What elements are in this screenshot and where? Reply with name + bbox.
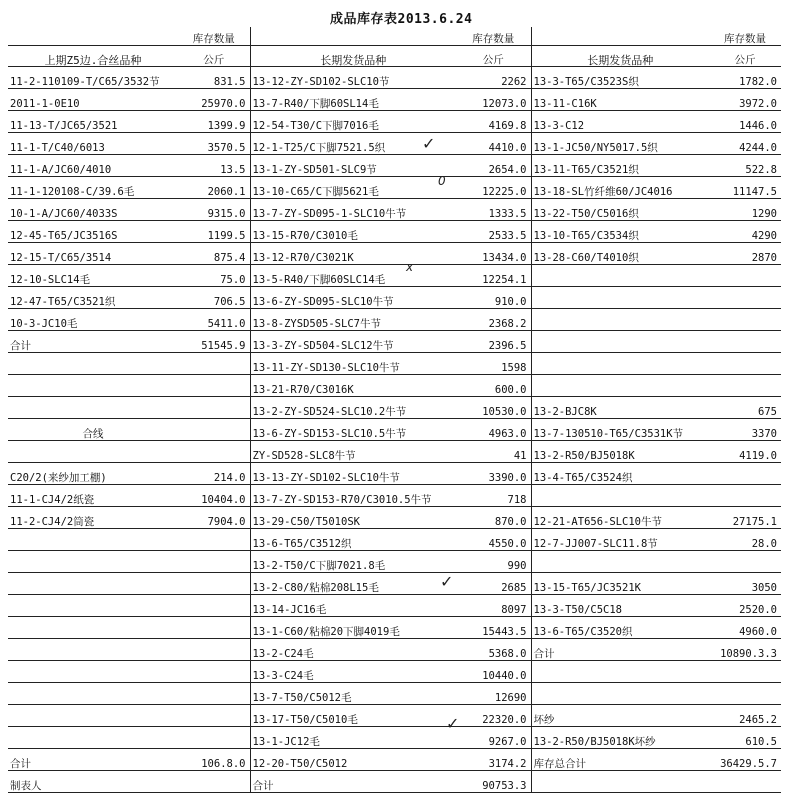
cell-item-col3: [531, 375, 709, 397]
cell-qty-col2: 13434.0: [456, 243, 531, 265]
cell-item-col2: 13-7-R40/下脚60SL14毛: [250, 89, 456, 111]
cell-item-col1: [8, 353, 178, 375]
cell-qty-col1: 2060.1: [178, 177, 250, 199]
cell-item-col1: 11-2-CJ4/2筒瓷: [8, 507, 178, 529]
handwritten-zero-mark: 0: [438, 174, 446, 188]
cell-item-col3: 13-18-SL竹纤维60/JC4016: [531, 177, 709, 199]
cell-item-col3: [531, 551, 709, 573]
cell-qty-col2: 4550.0: [456, 529, 531, 551]
cell-qty-col2: 15443.5: [456, 617, 531, 639]
cell-item-col3: [531, 353, 709, 375]
table-row: [8, 199, 781, 221]
cell-item-col3: 13-22-T50/C5016织: [531, 199, 709, 221]
cell-item-col1: 11-13-T/JC65/3521: [8, 111, 178, 133]
cell-item-col1: 10-3-JC10毛: [8, 309, 178, 331]
cell-qty-col1: 706.5: [178, 287, 250, 309]
cell-qty-col3: [709, 375, 781, 397]
table-row: [8, 265, 781, 287]
table-row: [8, 309, 781, 331]
cell-qty-col1: 106.8.0: [178, 749, 250, 771]
cell-item-col2: 13-2-ZY-SD524-SLC10.2牛节: [250, 397, 456, 419]
cell-item-col3: 坏纱: [531, 705, 709, 727]
cell-item-col3: 13-10-T65/C3534织: [531, 221, 709, 243]
cell-item-col2: 13-10-C65/C下脚5621毛: [250, 177, 456, 199]
col2-qty-header: 库存数量: [456, 27, 531, 46]
cell-qty-col3: 3050: [709, 573, 781, 595]
cell-qty-col1: [178, 705, 250, 727]
col1-qty-header: 库存数量: [178, 27, 250, 46]
cell-item-col1: 11-1-A/JC60/4010: [8, 155, 178, 177]
cell-qty-col3: 2520.0: [709, 595, 781, 617]
cell-item-col2: 13-2-C24毛: [250, 639, 456, 661]
cell-qty-col1: 214.0: [178, 463, 250, 485]
cell-item-col3: 13-2-R50/BJ5018K: [531, 441, 709, 463]
cell-item-col2: 12-54-T30/C下脚7016毛: [250, 111, 456, 133]
cell-qty-col1: 5411.0: [178, 309, 250, 331]
cell-item-col2: 13-1-JC12毛: [250, 727, 456, 749]
cell-qty-col1: 3570.5: [178, 133, 250, 155]
cell-item-col3: [531, 287, 709, 309]
cell-qty-col2: 90753.3: [456, 771, 531, 793]
cell-item-col1: [8, 551, 178, 573]
cell-qty-col3: [709, 485, 781, 507]
cell-qty-col2: 2685: [456, 573, 531, 595]
cell-qty-col3: 27175.1: [709, 507, 781, 529]
cell-qty-col1: 9315.0: [178, 199, 250, 221]
cell-item-col3: 13-3-T65/C3523S织: [531, 67, 709, 89]
cell-item-col2: 13-17-T50/C5010毛: [250, 705, 456, 727]
check-mark: ✓: [446, 714, 460, 733]
cell-qty-col3: 1782.0: [709, 67, 781, 89]
cell-qty-col1: [178, 639, 250, 661]
table-row: [8, 749, 781, 771]
handwritten-cross-mark: x: [406, 260, 414, 274]
cell-item-col2: 12-20-T50/C5012: [250, 749, 456, 771]
cell-qty-col2: 12073.0: [456, 89, 531, 111]
col3-qty-header: 库存数量: [709, 27, 781, 46]
table-row: [8, 661, 781, 683]
cell-item-col1: 10-1-A/JC60/4033S: [8, 199, 178, 221]
table-row: [8, 397, 781, 419]
table-row: [8, 617, 781, 639]
cell-qty-col1: 7904.0: [178, 507, 250, 529]
cell-qty-col2: 12690: [456, 683, 531, 705]
cell-qty-col2: 41: [456, 441, 531, 463]
cell-qty-col2: 5368.0: [456, 639, 531, 661]
cell-item-col3: [531, 331, 709, 353]
table-row: [8, 485, 781, 507]
cell-item-col3: 13-11-T65/C3521织: [531, 155, 709, 177]
table-row: [8, 639, 781, 661]
table-row: [8, 331, 781, 353]
cell-qty-col2: 1598: [456, 353, 531, 375]
cell-item-col1: 制表人: [8, 771, 178, 793]
cell-qty-col2: 718: [456, 485, 531, 507]
cell-item-col2: 13-7-ZY-SD095-1-SLC10牛节: [250, 199, 456, 221]
cell-item-col1: 合计: [8, 749, 178, 771]
cell-qty-col1: [178, 353, 250, 375]
cell-item-col2: 13-7-ZY-SD153-R70/C3010.5牛节: [250, 485, 456, 507]
table-row: [8, 111, 781, 133]
cell-qty-col3: 675: [709, 397, 781, 419]
cell-qty-col1: [178, 441, 250, 463]
cell-item-col1: 12-47-T65/C3521织: [8, 287, 178, 309]
cell-qty-col2: 2654.0: [456, 155, 531, 177]
cell-item-col3: 13-3-C12: [531, 111, 709, 133]
cell-item-col3: [531, 265, 709, 287]
cell-qty-col3: [709, 683, 781, 705]
cell-item-col1: 12-45-T65/JC3516S: [8, 221, 178, 243]
table-row: [8, 419, 781, 441]
cell-qty-col2: 2262: [456, 67, 531, 89]
cell-item-col3: 13-11-C16K: [531, 89, 709, 111]
col1-unit-header: 公斤: [178, 46, 250, 67]
cell-item-col1: [8, 661, 178, 683]
cell-item-col1: C20/2(来纱加工棚): [8, 463, 178, 485]
cell-qty-col3: 4290: [709, 221, 781, 243]
cell-item-col2: 13-3-C24毛: [250, 661, 456, 683]
cell-item-col3: 13-4-T65/C3524织: [531, 463, 709, 485]
table-row: [8, 287, 781, 309]
cell-item-col3: 13-6-T65/C3520织: [531, 617, 709, 639]
table-body: [8, 67, 781, 793]
cell-qty-col2: 1333.5: [456, 199, 531, 221]
cell-item-col3: 13-28-C60/T4010织: [531, 243, 709, 265]
cell-item-col2: 13-13-ZY-SD102-SLC10牛节: [250, 463, 456, 485]
cell-qty-col2: 870.0: [456, 507, 531, 529]
cell-qty-col2: 2533.5: [456, 221, 531, 243]
cell-qty-col3: [709, 331, 781, 353]
cell-qty-col1: 831.5: [178, 67, 250, 89]
table-row: [8, 375, 781, 397]
table-row: [8, 595, 781, 617]
cell-qty-col3: 4244.0: [709, 133, 781, 155]
table-row: [8, 529, 781, 551]
cell-qty-col3: 3972.0: [709, 89, 781, 111]
cell-item-col3: 合计: [531, 639, 709, 661]
cell-item-col1: [8, 529, 178, 551]
cell-qty-col3: [709, 353, 781, 375]
cell-qty-col1: [178, 551, 250, 573]
cell-item-col3: 12-7-JJ007-SLC11.8节: [531, 529, 709, 551]
table-row: [8, 67, 781, 89]
cell-item-col3: 12-21-AT656-SLC10牛节: [531, 507, 709, 529]
cell-qty-col2: 3390.0: [456, 463, 531, 485]
cell-item-col3: [531, 485, 709, 507]
cell-qty-col3: [709, 551, 781, 573]
cell-item-col2: 13-8-ZYSD505-SLC7牛节: [250, 309, 456, 331]
cell-qty-col1: [178, 397, 250, 419]
col1-name-header: 上期Z5边.合丝品种: [8, 46, 178, 67]
cell-qty-col2: 10530.0: [456, 397, 531, 419]
cell-qty-col2: 600.0: [456, 375, 531, 397]
cell-item-col1: 12-10-SLC14毛: [8, 265, 178, 287]
cell-item-col2: 13-6-ZY-SD095-SLC10牛节: [250, 287, 456, 309]
table-row: [8, 727, 781, 749]
cell-item-col3: 库存总合计: [531, 749, 709, 771]
check-mark: ✓: [422, 134, 436, 153]
col3-name-header: 长期发货品种: [531, 46, 709, 67]
cell-item-col1: 合计: [8, 331, 178, 353]
table-row: [8, 177, 781, 199]
cell-qty-col2: 10440.0: [456, 661, 531, 683]
cell-qty-col1: 75.0: [178, 265, 250, 287]
cell-item-col3: 13-3-T50/C5C18: [531, 595, 709, 617]
cell-qty-col1: [178, 419, 250, 441]
table-row: [8, 353, 781, 375]
page-title: 成品库存表2013.6.24: [330, 12, 473, 27]
cell-item-col2: 13-7-T50/C5012毛: [250, 683, 456, 705]
cell-item-col2: 13-21-R70/C3016K: [250, 375, 456, 397]
cell-qty-col2: 22320.0: [456, 705, 531, 727]
cell-item-col1: [8, 617, 178, 639]
table-row: [8, 705, 781, 727]
cell-qty-col1: 875.4: [178, 243, 250, 265]
cell-qty-col3: [709, 661, 781, 683]
table-row: [8, 683, 781, 705]
cell-item-col2: 13-29-C50/T5010SK: [250, 507, 456, 529]
header-row-top: [8, 27, 781, 46]
col3-unit-header: 公斤: [709, 46, 781, 67]
col2-name-header: 长期发货品种: [250, 46, 456, 67]
cell-qty-col3: [709, 463, 781, 485]
cell-item-col2: 12-1-T25/C下脚7521.5织: [250, 133, 456, 155]
cell-qty-col3: 4960.0: [709, 617, 781, 639]
cell-item-col2: 13-6-ZY-SD153-SLC10.5牛节: [250, 419, 456, 441]
cell-item-col3: 13-2-BJC8K: [531, 397, 709, 419]
cell-item-col1: 11-1-120108-C/39.6毛: [8, 177, 178, 199]
cell-qty-col2: 910.0: [456, 287, 531, 309]
cell-item-col2: 合计: [250, 771, 456, 793]
table-row: [8, 221, 781, 243]
cell-item-col1: 11-1-T/C40/6013: [8, 133, 178, 155]
cell-item-col2: 13-2-C80/粘棉208L15毛: [250, 573, 456, 595]
cell-qty-col3: 11147.5: [709, 177, 781, 199]
cell-qty-col1: [178, 595, 250, 617]
cell-item-col2: 13-12-R70/C3021K: [250, 243, 456, 265]
cell-qty-col1: 51545.9: [178, 331, 250, 353]
cell-qty-col2: 12254.1: [456, 265, 531, 287]
cell-qty-col3: 522.8: [709, 155, 781, 177]
table-row: [8, 243, 781, 265]
cell-qty-col1: [178, 771, 250, 793]
cell-qty-col3: 10890.3.3: [709, 639, 781, 661]
cell-qty-col1: [178, 529, 250, 551]
cell-qty-col1: 13.5: [178, 155, 250, 177]
cell-qty-col1: 10404.0: [178, 485, 250, 507]
cell-item-col1: [8, 375, 178, 397]
cell-item-col2: ZY-SD528-SLC8牛节: [250, 441, 456, 463]
table-row: [8, 573, 781, 595]
cell-qty-col3: 28.0: [709, 529, 781, 551]
cell-item-col1: [8, 595, 178, 617]
cell-item-col3: [531, 309, 709, 331]
cell-item-col3: 13-15-T65/JC3521K: [531, 573, 709, 595]
cell-qty-col2: 12225.0: [456, 177, 531, 199]
cell-qty-col2: 9267.0: [456, 727, 531, 749]
cell-item-col1: [8, 727, 178, 749]
cell-qty-col1: [178, 375, 250, 397]
cell-item-col1: [8, 705, 178, 727]
cell-qty-col2: 4169.8: [456, 111, 531, 133]
cell-item-col2: 13-3-ZY-SD504-SLC12牛节: [250, 331, 456, 353]
cell-qty-col1: 25970.0: [178, 89, 250, 111]
cell-qty-col1: [178, 727, 250, 749]
cell-qty-col1: [178, 683, 250, 705]
table-row: [8, 507, 781, 529]
cell-qty-col3: 1446.0: [709, 111, 781, 133]
cell-qty-col3: 2870: [709, 243, 781, 265]
table-row: [8, 133, 781, 155]
table-row: [8, 771, 781, 793]
cell-item-col2: 13-15-R70/C3010毛: [250, 221, 456, 243]
cell-item-col1: 11-2-110109-T/C65/3532节: [8, 67, 178, 89]
cell-item-col1: [8, 441, 178, 463]
cell-qty-col1: [178, 661, 250, 683]
cell-qty-col2: 2368.2: [456, 309, 531, 331]
cell-qty-col2: 2396.5: [456, 331, 531, 353]
cell-item-col3: 13-1-JC50/NY5017.5织: [531, 133, 709, 155]
cell-qty-col3: [709, 309, 781, 331]
cell-qty-col3: 610.5: [709, 727, 781, 749]
cell-item-col1: [8, 397, 178, 419]
cell-qty-col3: [709, 287, 781, 309]
table-row: [8, 551, 781, 573]
cell-item-col1: [8, 573, 178, 595]
cell-item-col2: 13-6-T65/C3512织: [250, 529, 456, 551]
cell-qty-col2: 990: [456, 551, 531, 573]
cell-item-col2: 13-1-C60/粘棉20下脚4019毛: [250, 617, 456, 639]
cell-item-col3: [531, 683, 709, 705]
cell-item-col1: 12-15-T/C65/3514: [8, 243, 178, 265]
table-row: [8, 89, 781, 111]
cell-qty-col3: 36429.5.7: [709, 749, 781, 771]
cell-qty-col3: 3370: [709, 419, 781, 441]
cell-qty-col2: 8097: [456, 595, 531, 617]
cell-item-col1: [8, 683, 178, 705]
cell-item-col3: 13-7-130510-T65/C3531K节: [531, 419, 709, 441]
cell-qty-col3: 2465.2: [709, 705, 781, 727]
cell-item-col1: 2011-1-0E10: [8, 89, 178, 111]
cell-qty-col3: [709, 265, 781, 287]
header-row-bottom: [8, 46, 781, 67]
cell-item-col1: [8, 639, 178, 661]
table-row: [8, 155, 781, 177]
cell-item-col2: 13-12-ZY-SD102-SLC10节: [250, 67, 456, 89]
cell-item-col1: 合线: [8, 419, 178, 441]
cell-item-col3: [531, 661, 709, 683]
table-row: [8, 441, 781, 463]
cell-item-col2: 13-11-ZY-SD130-SLC10牛节: [250, 353, 456, 375]
cell-item-col1: 11-1-CJ4/2纸瓷: [8, 485, 178, 507]
cell-item-col3: [531, 771, 709, 793]
cell-qty-col1: 1199.5: [178, 221, 250, 243]
cell-qty-col3: [709, 771, 781, 793]
inventory-table: [8, 27, 781, 793]
cell-qty-col1: 1399.9: [178, 111, 250, 133]
cell-qty-col3: 1290: [709, 199, 781, 221]
cell-qty-col2: 4410.0: [456, 133, 531, 155]
cell-item-col3: 13-2-R50/BJ5018K坏纱: [531, 727, 709, 749]
cell-item-col2: 13-2-T50/C下脚7021.8毛: [250, 551, 456, 573]
cell-qty-col2: 3174.2: [456, 749, 531, 771]
cell-qty-col2: 4963.0: [456, 419, 531, 441]
cell-item-col2: 13-5-R40/下脚60SLC14毛: [250, 265, 456, 287]
cell-qty-col3: 4119.0: [709, 441, 781, 463]
cell-qty-col1: [178, 617, 250, 639]
cell-qty-col1: [178, 573, 250, 595]
cell-item-col2: 13-1-ZY-SD501-SLC9节: [250, 155, 456, 177]
table-row: [8, 463, 781, 485]
col2-unit-header: 公斤: [456, 46, 531, 67]
check-mark: ✓: [440, 572, 454, 591]
cell-item-col2: 13-14-JC16毛: [250, 595, 456, 617]
